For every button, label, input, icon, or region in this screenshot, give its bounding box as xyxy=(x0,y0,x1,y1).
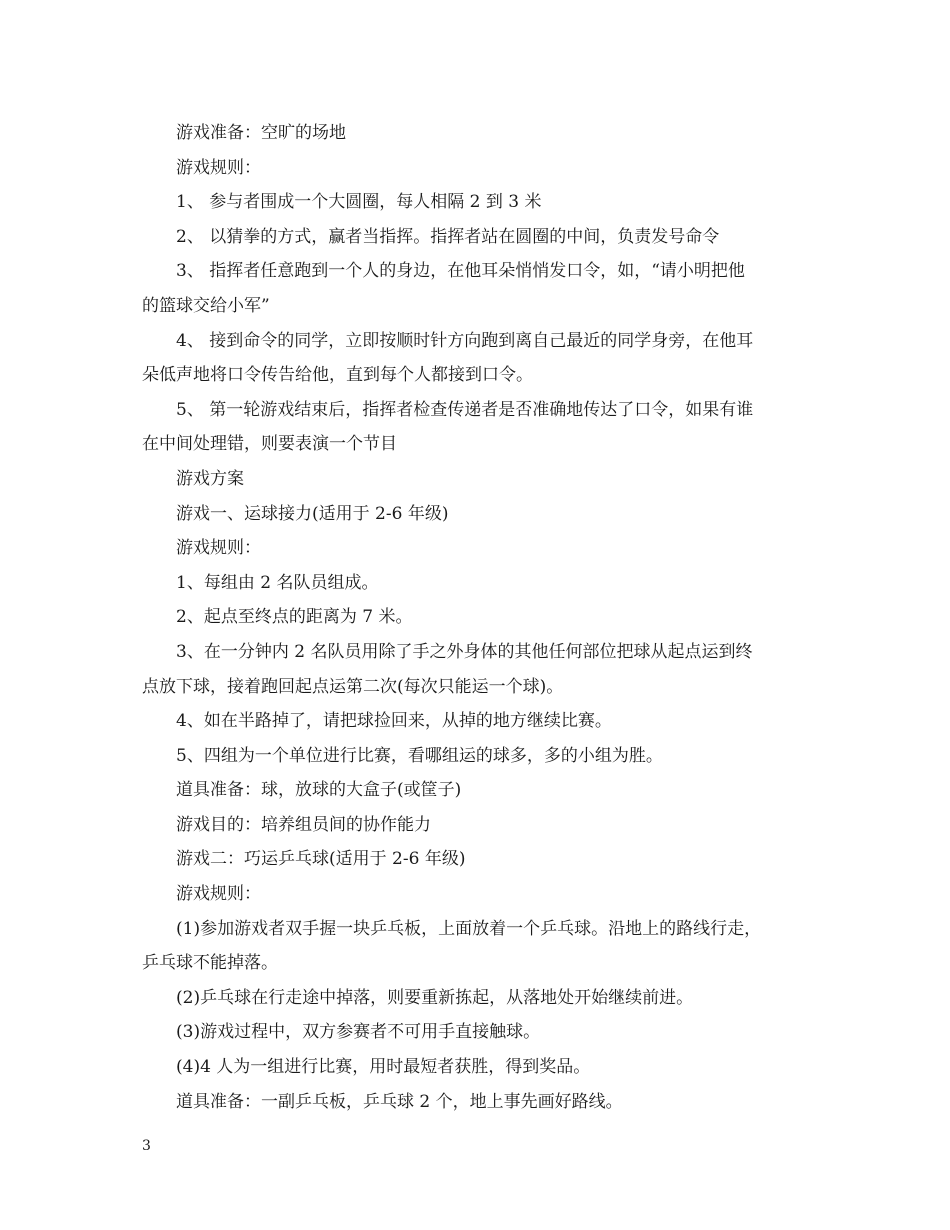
text-line: 游戏二：巧运乒乓球(适用于 2-6 年级) xyxy=(176,849,466,870)
document-body xyxy=(142,116,810,1119)
text-line: 游戏规则： xyxy=(176,884,261,905)
text-line: 游戏准备：空旷的场地 xyxy=(176,123,346,143)
text-line: 朵低声地将口令传告给他，直到每个人都接到口令。 xyxy=(142,365,533,386)
text-line: 的篮球交给小军” xyxy=(142,295,270,316)
text-line: 4、如在半路掉了，请把球捡回来，从掉的地方继续比赛。 xyxy=(176,711,612,732)
text-line: 3、 指挥者任意跑到一个人的身边，在他耳朵悄悄发口令，如，“请小明把他 xyxy=(176,261,745,282)
text-line: 5、 第一轮游戏结束后，指挥者检查传递者是否准确地传达了口令，如果有谁 xyxy=(176,399,754,420)
text-line: 3、在一分钟内 2 名队员用除了手之外身体的其他任何部位把球从起点运到终 xyxy=(176,641,753,662)
text-line: 1、每组由 2 名队员组成。 xyxy=(176,572,379,593)
text-line: 点放下球，接着跑回起点运第二次(每次只能运一个球)。 xyxy=(142,676,564,697)
text-line: 游戏一、运球接力(适用于 2-6 年级) xyxy=(176,503,449,524)
page-number: 3 xyxy=(142,1138,151,1154)
text-line: 2、 以猜拳的方式，赢者当指挥。指挥者站在圆圈的中间，负责发号命令 xyxy=(176,226,720,247)
text-line: 游戏目的：培养组员间的协作能力 xyxy=(176,814,431,835)
text-line: 游戏规则： xyxy=(176,157,261,178)
text-line: (4)4 人为一组进行比赛，用时最短者获胜，得到奖品。 xyxy=(176,1057,591,1078)
text-line: 2、起点至终点的距离为 7 米。 xyxy=(176,607,413,628)
text-line: 4、 接到命令的同学，立即按顺时针方向跑到离自己最近的同学身旁，在他耳 xyxy=(176,330,754,351)
text-line: (3)游戏过程中，双方参赛者不可用手直接触球。 xyxy=(176,1022,541,1043)
text-line: 道具准备：球，放球的大盒子(或筐子) xyxy=(176,780,462,801)
text-line: 5、四组为一个单位进行比赛，看哪组运的球多，多的小组为胜。 xyxy=(176,745,663,766)
text-line: 游戏方案 xyxy=(176,468,244,489)
text-line: (2)乒乓球在行走途中掉落，则要重新拣起，从落地处开始继续前进。 xyxy=(176,987,694,1008)
text-line: 游戏规则： xyxy=(176,538,261,559)
text-line: 1、 参与者围成一个大圆圈，每人相隔 2 到 3 米 xyxy=(176,192,542,213)
text-line: (1)参加游戏者双手握一块乒乓板，上面放着一个乒乓球。沿地上的路线行走， xyxy=(176,918,762,939)
text-line: 在中间处理错，则要表演一个节目 xyxy=(142,434,397,455)
text-line: 道具准备：一副乒乓板，乒乓球 2 个，地上事先画好路线。 xyxy=(176,1091,623,1112)
text-line: 乒乓球不能掉落。 xyxy=(142,953,278,974)
